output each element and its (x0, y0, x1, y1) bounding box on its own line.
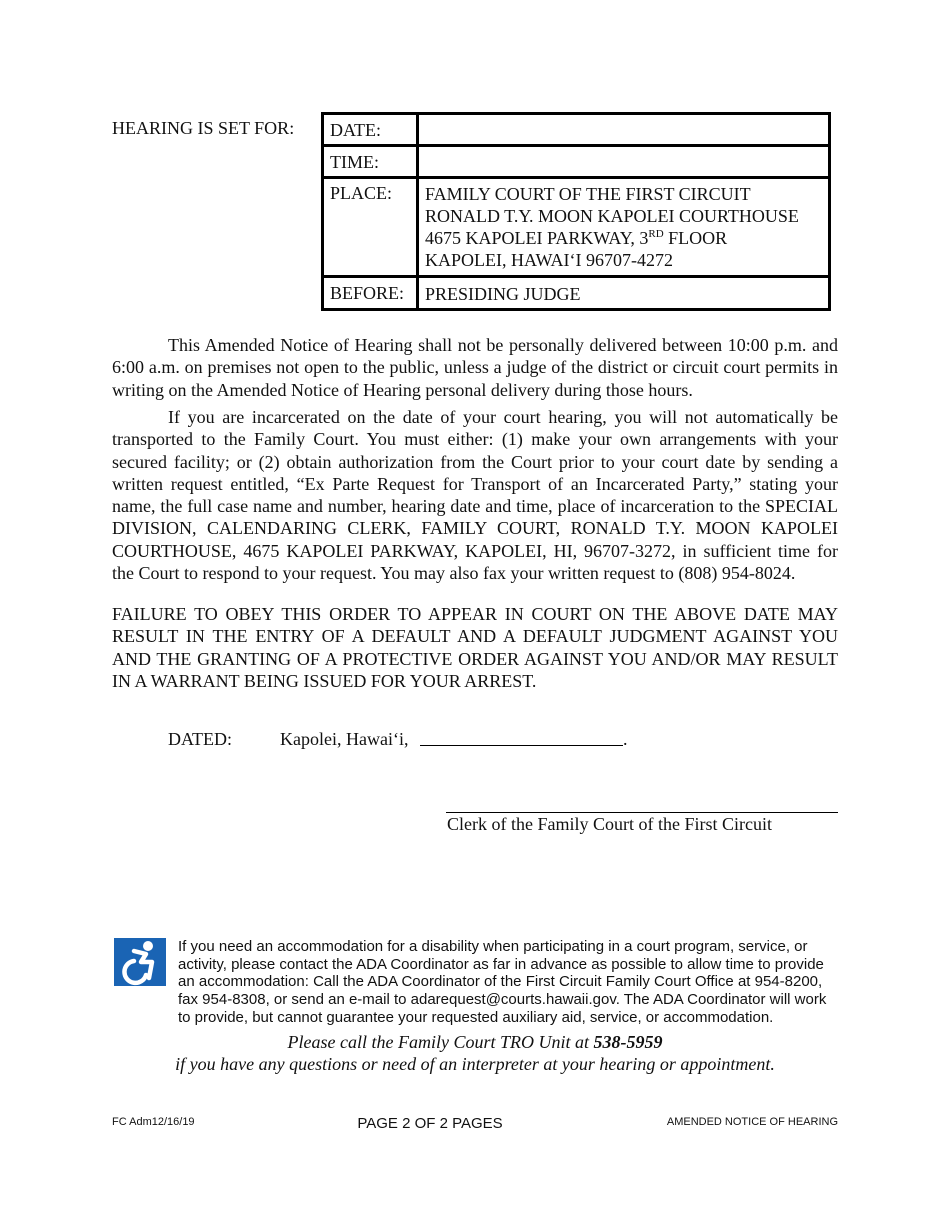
time-value (418, 146, 830, 178)
place-label: PLACE: (323, 178, 418, 277)
dated-period: . (623, 729, 628, 749)
dated-label: DATED: (168, 729, 232, 749)
tro-phone-number: 538-5959 (593, 1032, 663, 1052)
tro-unit-line (0, 1032, 950, 1053)
time-label: TIME: (323, 146, 418, 178)
page-number: PAGE 2 OF 2 PAGES (357, 1115, 503, 1132)
time-row (323, 146, 830, 178)
document-title: AMENDED NOTICE OF HEARING (666, 1116, 838, 1128)
failure-to-obey-warning: FAILURE TO OBEY THIS ORDER TO APPEAR IN COURT ON THE ABOVE DATE MAY RESULT IN THE ENTRY OF A DEFAULT AND A DEFAULT JUDGMENT AGAINST YOU AND THE GRANTING OF A PROTECTIVE ORDER AGAINST YOU AND/OR MAY RESULT IN A WARRANT BEING ISSUED FOR YOUR ARREST. (112, 604, 838, 691)
place-line-4: KAPOLEI, HAWAI‘I 96707-4272 (425, 250, 674, 270)
place-line-1: FAMILY COURT OF THE FIRST CIRCUIT (425, 184, 751, 204)
place-address (418, 178, 830, 277)
before-row (323, 277, 830, 310)
hearing-details-table (321, 112, 831, 311)
interpreter-line: if you have any questions or need of an interpreter at your hearing or appointment. (175, 1054, 775, 1074)
date-value (418, 114, 830, 146)
delivery-restriction-paragraph (112, 334, 838, 401)
place-floor: FLOOR (663, 228, 728, 248)
date-label: DATE: (323, 114, 418, 146)
tro-unit-text: Please call the Family Court TRO Unit at (287, 1032, 594, 1052)
clerk-signature-line (446, 812, 838, 813)
date-signature-line (420, 745, 623, 746)
before-label: BEFORE: (323, 277, 418, 310)
date-row (323, 114, 830, 146)
incarceration-paragraph (112, 406, 838, 584)
place-row (323, 178, 830, 277)
place-street: 4675 KAPOLEI PARKWAY, 3 (425, 228, 649, 248)
delivery-restriction-text: This Amended Notice of Hearing shall not be personally delivered between 10:00 p.m. and 6:00 a.m. on premises not open to the public, unless a judge of the district or circuit court permits in writing on the Amended Notice of Hearing personal delivery during those hours. (112, 335, 838, 400)
dated-place: Kapolei, Hawai‘i, (280, 729, 409, 749)
clerk-signature-label: Clerk of the Family Court of the First Circuit (447, 814, 772, 834)
place-line-2: RONALD T.Y. MOON KAPOLEI COURTHOUSE (425, 206, 799, 226)
place-line-3 (425, 227, 822, 249)
place-floor-ordinal: RD (648, 228, 664, 240)
form-id: FC Adm12/16/19 (112, 1116, 195, 1128)
incarceration-text: If you are incarcerated on the date of your court hearing, you will not automatically be transported to the Family Court. You must either: (1) make your own arrangements with your secured facility; or (2) obtain authorization from the Court prior to your court date by sending a written request entitled, “Ex Parte Request for Transport of an Incarcerated Party,” stating your name, the full case name and number, hearing date and time, place of incarceration to the SPECIAL DIVISION, CALENDARING CLERK, FAMILY COURT, RONALD T.Y. MOON KAPOLEI COURTHOUSE, 4675 KAPOLEI PARKWAY, KAPOLEI, HI, 96707-3272, in sufficient time for the Court to respond to your request. You may also fax your written request to (808) 954-8024. (112, 407, 838, 584)
hearing-set-for-label: HEARING IS SET FOR: (112, 118, 295, 138)
ada-accommodation-notice: If you need an accommodation for a disability when participating in a court program, service, or activity, please contact the ADA Coordinator as far in advance as possible to allow time to provide an accommodation: Call the ADA Coordinator of the First Circuit Family Court Office at 954-8200, fax 954-8308, or send an e-mail to adarequest@courts.hawaii.gov. The ADA Coordinator will work to provide, but cannot guarantee your requested auxiliary aid, service, or accommodation. (178, 938, 827, 1026)
before-value: PRESIDING JUDGE (418, 277, 830, 310)
accessibility-icon (114, 938, 166, 986)
